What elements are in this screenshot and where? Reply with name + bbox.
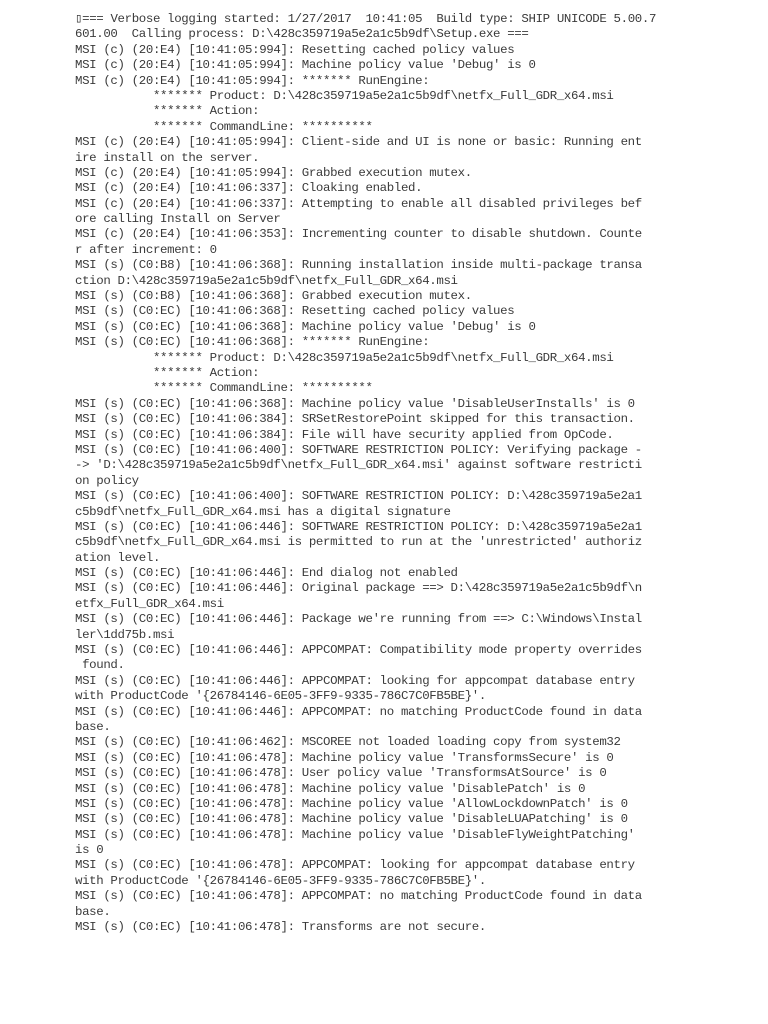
log-line: MSI (c) (20:E4) [10:41:05:994]: Resetting cached policy values	[75, 42, 515, 57]
log-line: MSI (c) (20:E4) [10:41:05:994]: Machine policy value 'Debug' is 0	[75, 58, 536, 73]
log-line: r after increment: 0	[75, 242, 217, 257]
log-line: etfx_Full_GDR_x64.msi	[75, 596, 224, 611]
log-line: MSI (s) (C0:EC) [10:41:06:478]: Machine policy value 'TransformsSecure' is 0	[75, 750, 614, 765]
log-line: with ProductCode '{26784146-6E05-3FF9-9335-786C7C0FB5BE}'.	[75, 873, 486, 888]
log-line: MSI (c) (20:E4) [10:41:05:994]: Client-side and UI is none or basic: Running ent	[75, 135, 642, 150]
log-line: ore calling Install on Server	[75, 212, 281, 227]
log-line: base.	[75, 904, 111, 919]
log-line: ation level.	[75, 550, 161, 565]
log-line: MSI (s) (C0:EC) [10:41:06:368]: Machine policy value 'DisableUserInstalls' is 0	[75, 396, 635, 411]
log-line: MSI (s) (C0:EC) [10:41:06:400]: SOFTWARE RESTRICTION POLICY: Verifying package -	[75, 442, 642, 457]
log-line: MSI (s) (C0:EC) [10:41:06:478]: APPCOMPAT: no matching ProductCode found in data	[75, 889, 642, 904]
log-line: base.	[75, 719, 111, 734]
log-line: -> 'D:\428c359719a5e2a1c5b9df\netfx_Full_GDR_x64.msi' against software restricti	[75, 458, 642, 473]
log-line: ******* Action:	[75, 365, 267, 380]
log-line: MSI (s) (C0:B8) [10:41:06:368]: Grabbed execution mutex.	[75, 289, 472, 304]
log-line: MSI (s) (C0:EC) [10:41:06:462]: MSCOREE not loaded loading copy from system32	[75, 735, 621, 750]
log-line: ******* CommandLine: **********	[75, 381, 373, 396]
log-line: MSI (s) (C0:EC) [10:41:06:446]: Package we're running from ==> C:\Windows\Instal	[75, 612, 642, 627]
log-line: MSI (s) (C0:EC) [10:41:06:446]: APPCOMPAT: looking for appcompat database entry	[75, 673, 635, 688]
log-line: ******* CommandLine: **********	[75, 119, 373, 134]
log-line: ire install on the server.	[75, 150, 260, 165]
log-line: MSI (s) (C0:EC) [10:41:06:478]: APPCOMPAT: looking for appcompat database entry	[75, 858, 635, 873]
log-line: is 0	[75, 843, 104, 858]
log-line: with ProductCode '{26784146-6E05-3FF9-9335-786C7C0FB5BE}'.	[75, 689, 486, 704]
log-line: MSI (c) (20:E4) [10:41:06:337]: Cloaking enabled.	[75, 181, 423, 196]
log-line: MSI (s) (C0:EC) [10:41:06:478]: Machine policy value 'DisableFlyWeightPatching'	[75, 827, 635, 842]
log-line: MSI (s) (C0:EC) [10:41:06:384]: File will have security applied from OpCode.	[75, 427, 614, 442]
log-line: MSI (s) (C0:B8) [10:41:06:368]: Running installation inside multi-package transa	[75, 258, 642, 273]
log-line: MSI (s) (C0:EC) [10:41:06:368]: Machine policy value 'Debug' is 0	[75, 319, 536, 334]
log-line: MSI (s) (C0:EC) [10:41:06:446]: APPCOMPAT: Compatibility mode property overrides	[75, 643, 642, 658]
log-line: ▯=== Verbose logging started: 1/27/2017 10:41:05 Build type: SHIP UNICODE 5.00.7	[75, 12, 657, 26]
log-line: MSI (c) (20:E4) [10:41:06:337]: Attempting to enable all disabled privileges bef	[75, 196, 642, 211]
log-line: MSI (s) (C0:EC) [10:41:06:478]: Transforms are not secure.	[75, 920, 486, 935]
log-line: on policy	[75, 473, 139, 488]
log-line: ******* Product: D:\428c359719a5e2a1c5b9df\netfx_Full_GDR_x64.msi	[75, 350, 614, 365]
log-line: ******* Action:	[75, 104, 267, 119]
log-line: MSI (c) (20:E4) [10:41:05:994]: Grabbed execution mutex.	[75, 165, 472, 180]
log-line: MSI (s) (C0:EC) [10:41:06:400]: SOFTWARE RESTRICTION POLICY: D:\428c359719a5e2a1	[75, 489, 642, 504]
log-line: MSI (s) (C0:EC) [10:41:06:446]: APPCOMPAT: no matching ProductCode found in data	[75, 704, 642, 719]
log-line: MSI (s) (C0:EC) [10:41:06:368]: ******* RunEngine:	[75, 335, 430, 350]
log-line: MSI (s) (C0:EC) [10:41:06:446]: End dialog not enabled	[75, 566, 458, 581]
log-text	[75, 12, 685, 935]
log-line: MSI (s) (C0:EC) [10:41:06:478]: Machine policy value 'DisableLUAPatching' is 0	[75, 812, 628, 827]
log-line: c5b9df\netfx_Full_GDR_x64.msi has a digital signature	[75, 504, 451, 519]
log-line: MSI (s) (C0:EC) [10:41:06:446]: Original package ==> D:\428c359719a5e2a1c5b9df\n	[75, 581, 642, 596]
log-line: MSI (s) (C0:EC) [10:41:06:446]: SOFTWARE RESTRICTION POLICY: D:\428c359719a5e2a1	[75, 519, 642, 534]
log-line: ******* Product: D:\428c359719a5e2a1c5b9df\netfx_Full_GDR_x64.msi	[75, 88, 614, 103]
log-line: MSI (s) (C0:EC) [10:41:06:478]: Machine policy value 'AllowLockdownPatch' is 0	[75, 796, 628, 811]
log-line: c5b9df\netfx_Full_GDR_x64.msi is permitted to run at the 'unrestricted' authoriz	[75, 535, 642, 550]
log-line: found.	[75, 658, 125, 673]
log-line: MSI (c) (20:E4) [10:41:05:994]: ******* RunEngine:	[75, 73, 430, 88]
log-line: ction D:\428c359719a5e2a1c5b9df\netfx_Full_GDR_x64.msi	[75, 273, 458, 288]
log-line: MSI (c) (20:E4) [10:41:06:353]: Incrementing counter to disable shutdown. Counte	[75, 227, 642, 242]
log-line: MSI (s) (C0:EC) [10:41:06:478]: User policy value 'TransformsAtSource' is 0	[75, 766, 607, 781]
log-line: MSI (s) (C0:EC) [10:41:06:478]: Machine policy value 'DisablePatch' is 0	[75, 781, 586, 796]
log-line: MSI (s) (C0:EC) [10:41:06:368]: Resetting cached policy values	[75, 304, 515, 319]
log-line: MSI (s) (C0:EC) [10:41:06:384]: SRSetRestorePoint skipped for this transaction.	[75, 412, 635, 427]
log-line: ler\1dd75b.msi	[75, 627, 175, 642]
log-line: 601.00 Calling process: D:\428c359719a5e2a1c5b9df\Setup.exe ===	[75, 27, 529, 42]
